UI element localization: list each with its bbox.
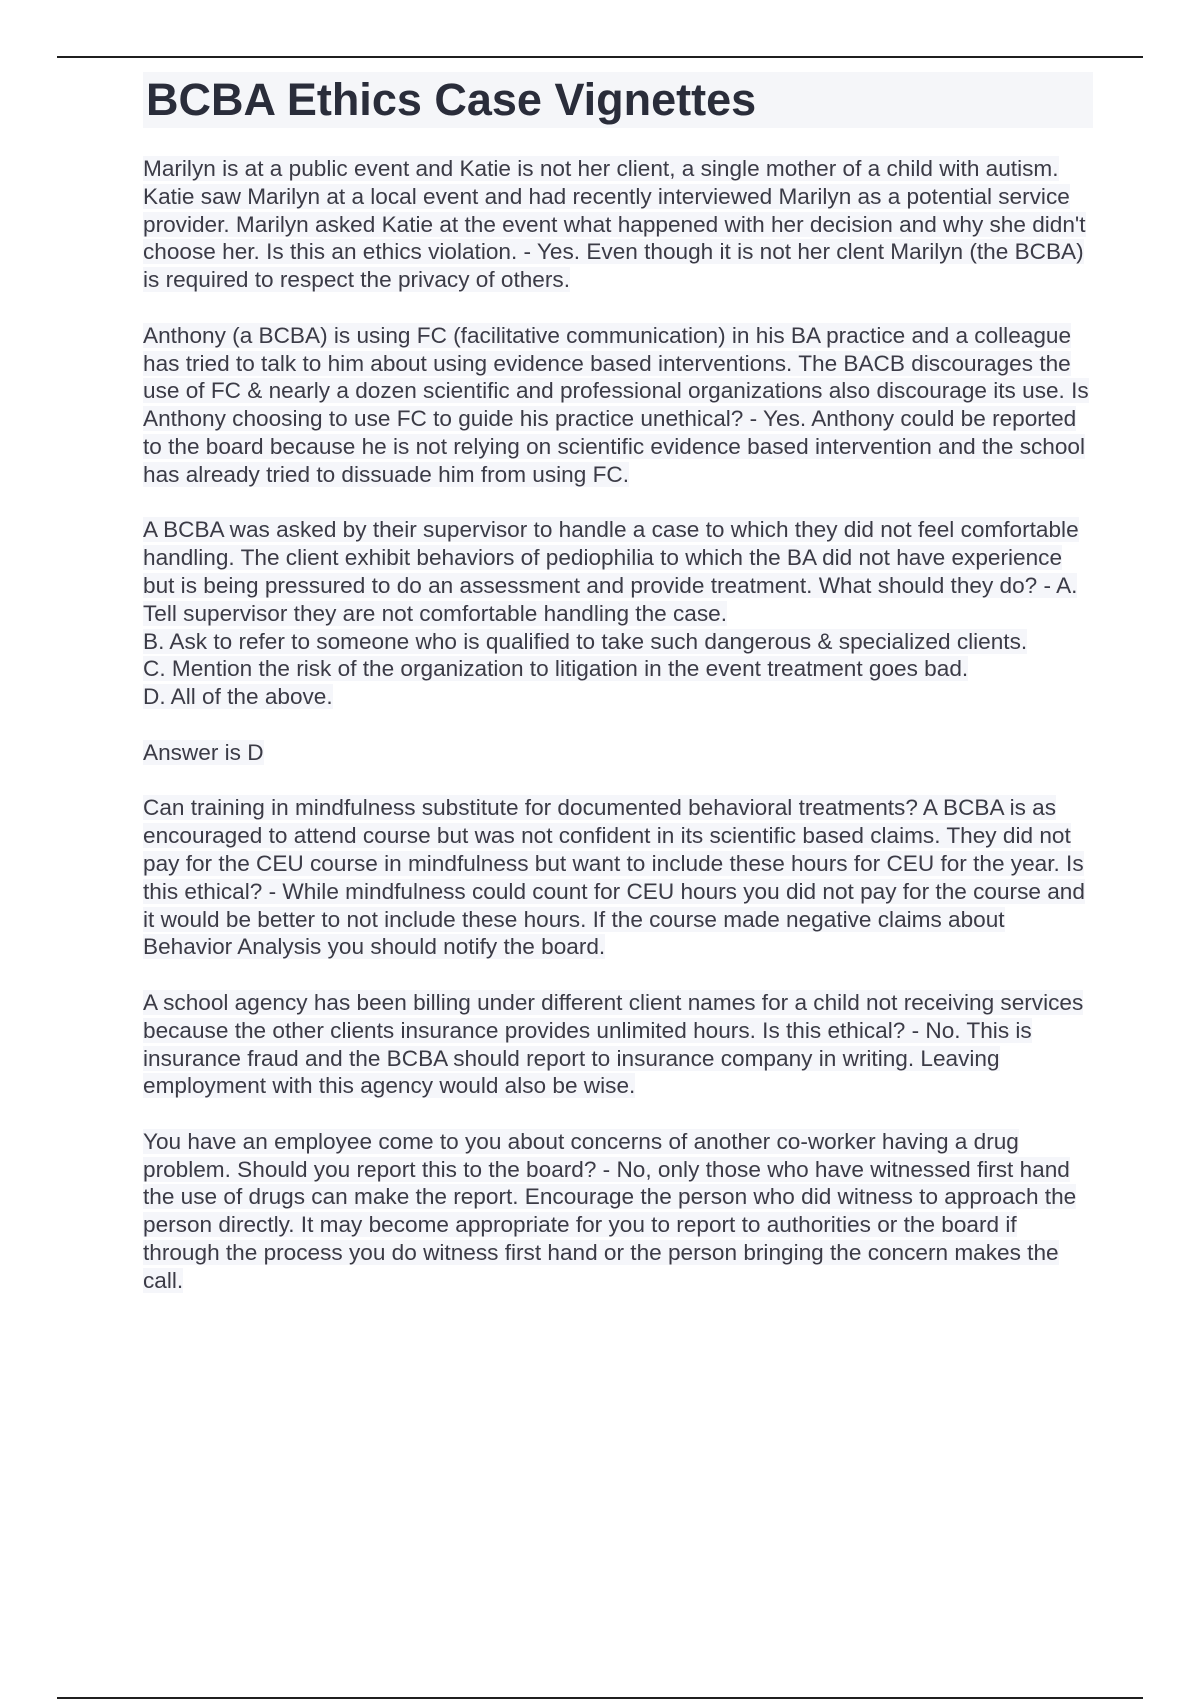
paragraph-text: A BCBA was asked by their supervisor to handle a case to which they did not feel comfortable handling. The client exhibit behaviors of pediophilia to which the BA did not have experience but is being pressured to do an assessment and provide treatment. What should they do? - A. Tell supervisor they are not comfortable handling the case. B. Ask to refer to someone who is qualified to take such dangerous & specialized clients. C. Mention the risk of the organization to litigation in the event treatment goes bad. D. All of the above. <box>143 517 1079 710</box>
paragraph-mindfulness-ceu <box>143 794 1093 961</box>
paragraph-text: You have an employee come to you about concerns of another co-worker having a drug problem. Should you report this to the board? - No, only those who have witnessed first hand the use of drugs can make the report. Encourage the person who did witness to approach the person directly. It may become appropriate for you to report to authorities or the board if through the process you do witness first hand or the person bringing the concern makes the call. <box>143 1128 1077 1293</box>
paragraph-marilyn-privacy <box>143 155 1093 294</box>
paragraph-answer <box>143 739 1093 767</box>
paragraph-anthony-fc <box>143 322 1093 489</box>
paragraph-drug-concern <box>143 1128 1093 1295</box>
document-body <box>143 72 1093 1295</box>
paragraph-text: Answer is D <box>143 739 264 765</box>
paragraph-supervisor-case <box>143 516 1093 711</box>
paragraph-insurance-fraud <box>143 989 1093 1100</box>
paragraph-text: Anthony (a BCBA) is using FC (facilitative communication) in his BA practice and a colleague has tried to talk to him about using evidence based interventions. The BACB discourages the use of FC & nearly a dozen scientific and professional organizations also discourage its use. Is Anthony choosing to use FC to guide his practice unethical? - Yes. Anthony could be reported to the board because he is not relying on scientific evidence based intervention and the school has already tried to dissuade him from using FC. <box>143 322 1089 487</box>
footer-rule <box>57 1697 1143 1699</box>
paragraph-text: Can training in mindfulness substitute for documented behavioral treatments? A BCBA is as encouraged to attend course but was not confident in its scientific based claims. They did not pay for the CEU course in mindfulness but want to include these hours for CEU for the year. Is this ethical? - While mindfulness could count for CEU hours you did not pay for the course and it would be better to not include these hours. If the course made negative claims about Behavior Analysis you should notify the board. <box>143 795 1085 960</box>
paragraph-text: Marilyn is at a public event and Katie is not her client, a single mother of a child with autism. Katie saw Marilyn at a local event and had recently interviewed Marilyn as a potential service provider. Marilyn asked Katie at the event what happened with her decision and why she didn't choose her. Is this an ethics violation. - Yes. Even though it is not her clent Marilyn (the BCBA) is required to respect the privacy of others. <box>143 156 1086 293</box>
document-title: BCBA Ethics Case Vignettes <box>143 72 1093 128</box>
paragraph-text: A school agency has been billing under different client names for a child not receiving services because the other clients insurance provides unlimited hours. Is this ethical? - No. This is insurance fraud and the BCBA should report to insurance company in writing. Leaving employment with this agency would also be wise. <box>143 989 1084 1099</box>
header-rule <box>57 56 1143 58</box>
